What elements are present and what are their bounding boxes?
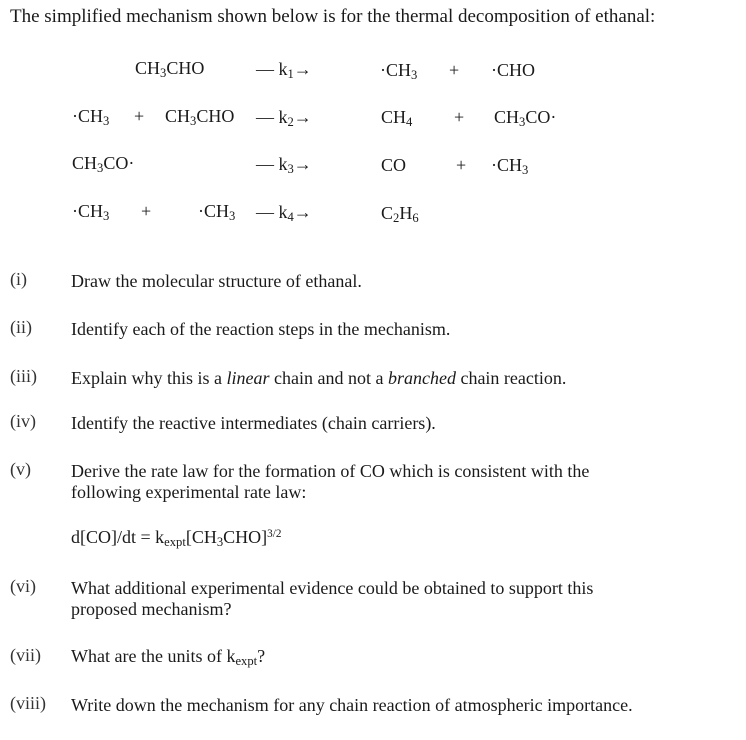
step4-plus-r: + — [141, 201, 152, 221]
question-viii-text: Write down the mechanism for any chain reaction of atmospheric importance. — [71, 695, 633, 715]
question-v-line2: following experimental rate law: — [71, 482, 307, 502]
step2-plus-r: + — [134, 106, 145, 126]
rate-law-equation: $d[CO]/dt = k_{expt}[CH_3CHO]^{3/2}$ — [71, 527, 282, 550]
step4-reactant2: $\cdot CH_3$ — [198, 201, 236, 224]
question-number-iii: (iii) — [10, 366, 37, 386]
step1-plus: + — [449, 60, 460, 80]
question-number-vi: (vi) — [10, 576, 36, 596]
step1-product1: $\cdot CH_3$ — [380, 60, 418, 83]
question-number-v: (v) — [10, 459, 31, 479]
step3-product2: $\cdot CH_3$ — [491, 155, 529, 178]
question-vi-line2: proposed mechanism? — [71, 599, 232, 619]
question-ii-text: Identify each of the reaction steps in the mechanism. — [71, 319, 451, 339]
step2-product1: $CH_4$ — [381, 107, 413, 130]
question-vi-line1: What additional experimental evidence could be obtained to support this — [71, 578, 594, 598]
step2-product2: $CH_3CO\cdot$ — [494, 107, 557, 130]
intro-text: The simplified mechanism shown below is for the thermal decomposition of ethanal: — [10, 6, 656, 27]
question-vii-text: What are the units of $k_{expt}$? — [71, 646, 266, 669]
question-iii-text: Explain why this is a linear chain and not a branched chain reaction. — [71, 368, 567, 388]
question-vi-text — [71, 578, 731, 620]
question-number-iv: (iv) — [10, 411, 36, 431]
step3-plus-p: + — [456, 155, 467, 175]
step2-reactant1: $\cdot CH_3$ — [72, 106, 110, 129]
step3-reactant: $CH_3CO\cdot$ — [72, 153, 135, 176]
step3-product1: CO — [381, 155, 407, 175]
step1-product2: ·CHO — [491, 60, 535, 80]
step1-arrow: — $k_1\to$ — [256, 59, 312, 82]
question-number-vii: (vii) — [10, 645, 41, 665]
question-number-ii: (ii) — [10, 317, 32, 337]
question-number-i: (i) — [10, 269, 27, 289]
step4-arrow: — $k_4\to$ — [256, 202, 312, 225]
step4-reactant1: $\cdot CH_3$ — [72, 201, 110, 224]
step3-arrow: — $k_3\to$ — [256, 154, 312, 177]
step4-product: $C_2H_6$ — [381, 203, 419, 226]
question-i-text: Draw the molecular structure of ethanal. — [71, 271, 362, 291]
question-v-text — [71, 461, 731, 503]
question-iv-text: Identify the reactive intermediates (chain carriers). — [71, 413, 436, 433]
step2-arrow: — $k_2\to$ — [256, 107, 312, 130]
question-number-viii: (viii) — [10, 693, 46, 713]
step2-plus-p: + — [454, 107, 465, 127]
step1-reactant: $CH_3CHO$ — [135, 58, 205, 81]
step2-reactant2: $CH_3CHO$ — [165, 106, 235, 129]
question-v-line1: Derive the rate law for the formation of CO which is consistent with the — [71, 461, 590, 481]
